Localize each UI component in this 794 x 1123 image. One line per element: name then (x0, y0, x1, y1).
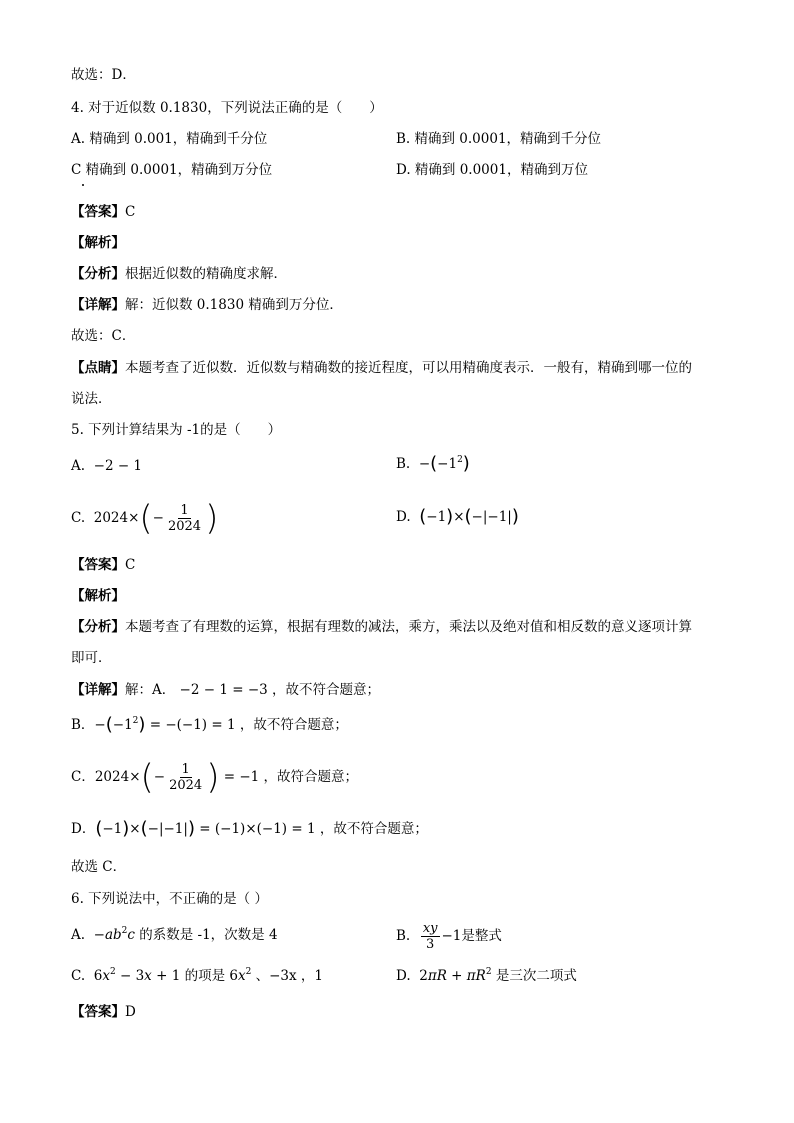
option-expr: (−1)×(−|−1|) (419, 506, 519, 527)
option-label: D. (396, 509, 411, 525)
analysis-tag: 【分析】 (71, 266, 125, 282)
option-text: 、−3x ，1 (251, 968, 324, 984)
q4-analysis-heading: 【解析】 (71, 235, 125, 251)
q5-analysis (71, 618, 692, 636)
option-label: B. (396, 928, 411, 944)
q4-analysis (71, 265, 287, 283)
q4-option-c: C 精确到 0.0001，精确到万分位 (71, 162, 273, 178)
q5-option-a (71, 457, 142, 475)
comment-text: 本题考查了近似数．近似数与精确数的接近程度，可以用精确度表示．一般有，精确到哪一位的 (125, 360, 692, 376)
detail-tag: 【详解】 (71, 297, 125, 313)
q5-detail-c (71, 757, 358, 797)
q5-answer (71, 556, 135, 574)
frac-num: xy (422, 921, 438, 936)
detail-label: B． (71, 717, 95, 733)
option-expr: $6x^2 - 3x + 1$ (93, 967, 181, 984)
option-label: C. (71, 968, 86, 984)
option-expr: 2024×(− $\frac{1}{2024}$ ) (93, 498, 219, 539)
frac-den: 2024 (169, 778, 203, 793)
answer-value: C (125, 204, 136, 220)
q6-option-a (71, 926, 278, 944)
q5-detail-a (71, 681, 380, 699)
q5-detail-b (71, 716, 348, 734)
frac-den: 3 (426, 937, 435, 952)
q6-answer (71, 1003, 136, 1021)
option-text: 是三次二项式 (491, 968, 577, 984)
q4-comment (71, 359, 692, 377)
number: 2024 (93, 510, 129, 526)
option-expr: −2 − 1 (93, 458, 143, 474)
q5-conclusion: 故选 C． (71, 859, 127, 875)
stray-dot (82, 184, 84, 186)
frac-num: 1 (181, 762, 190, 777)
q4-option-b: B. 精确到 0.0001，精确到千分位 (396, 131, 602, 147)
number: 2024 (94, 769, 130, 785)
q6-option-c (71, 967, 323, 985)
q5-stem: 5. 下列计算结果为 -1的是（ ） (71, 422, 282, 438)
q4-option-a: A. 精确到 0.001，精确到千分位 (71, 131, 268, 147)
detail-tag: 【详解】 (71, 682, 125, 698)
detail-expr: $-(-1^2)$ (94, 714, 146, 735)
option-expr: $-ab^2c$ (93, 926, 135, 943)
analysis-tag: 【分析】 (71, 619, 125, 635)
comment-tag: 【点睛】 (71, 360, 125, 376)
analysis-text: 根据近似数的精确度求解． (125, 266, 287, 282)
frac-den: 2024 (167, 519, 202, 534)
detail-label: C． (71, 769, 95, 785)
option-label: C. (71, 510, 86, 526)
option-label: A. (71, 927, 86, 943)
prev-conclusion: 故选：D． (71, 67, 136, 83)
answer-value: D (125, 1004, 136, 1020)
q5-option-b (396, 455, 470, 473)
option-expr: $-(-1^2)$ (418, 453, 470, 474)
detail-expr: (−1)×(−|−1|) (95, 818, 195, 839)
detail-result: = −(−1) = 1 ，故不符合题意； (145, 717, 348, 733)
detail-text: 解：近似数 0.1830 精确到万分位． (125, 297, 343, 313)
detail-result: = −1 ，故符合题意； (219, 769, 359, 785)
detail-expr: 2024×(− $\frac{1}{2024}$ ) (94, 757, 220, 798)
q6-stem: 6. 下列说法中，不正确的是（ ） (71, 891, 268, 907)
frac-num: 1 (180, 503, 189, 518)
option-expr: $2\pi R + \pi R^2$ (419, 967, 492, 984)
answer-tag: 【答案】 (71, 557, 125, 573)
q4-detail (71, 296, 343, 314)
option-label: A. (71, 458, 86, 474)
q6-option-b (396, 918, 502, 954)
q4-answer (71, 203, 135, 221)
q5-option-d (396, 508, 519, 526)
q5-option-c (71, 498, 218, 538)
frac-xy-over-3 (421, 921, 440, 952)
option-label: D. (396, 968, 411, 984)
answer-tag: 【答案】 (71, 1004, 125, 1020)
q4-stem: 4. 对于近似数 0.1830，下列说法正确的是（ ） (71, 100, 383, 116)
answer-tag: 【答案】 (71, 204, 125, 220)
option-text: 的项是 (180, 968, 230, 984)
q5-detail-d (71, 820, 428, 838)
q5-analysis-cont: 即可． (71, 650, 112, 666)
option-text: −1是整式 (441, 928, 502, 944)
option-text: 的系数是 -1，次数是 4 (134, 927, 278, 943)
q6-option-d (396, 967, 577, 985)
detail-label: D． (71, 821, 96, 837)
detail-result: = (−1)×(−1) = 1 ，故不符合题意； (194, 821, 428, 837)
option-label: B. (396, 456, 411, 472)
answer-value: C (125, 557, 136, 573)
q4-option-d: D. 精确到 0.0001，精确到万位 (396, 162, 588, 178)
analysis-text: 本题考查了有理数的运算，根据有理数的减法，乘方，乘法以及绝对值和相反数的意义逐项计算 (125, 619, 692, 635)
option-term: $6x^2$ (229, 967, 252, 984)
q4-comment-cont: 说法． (71, 391, 112, 407)
q4-conclusion: 故选：C． (71, 328, 136, 344)
q5-analysis-heading: 【解析】 (71, 588, 125, 604)
detail-text: 解：A． −2 − 1 = −3 ，故不符合题意； (125, 682, 381, 698)
